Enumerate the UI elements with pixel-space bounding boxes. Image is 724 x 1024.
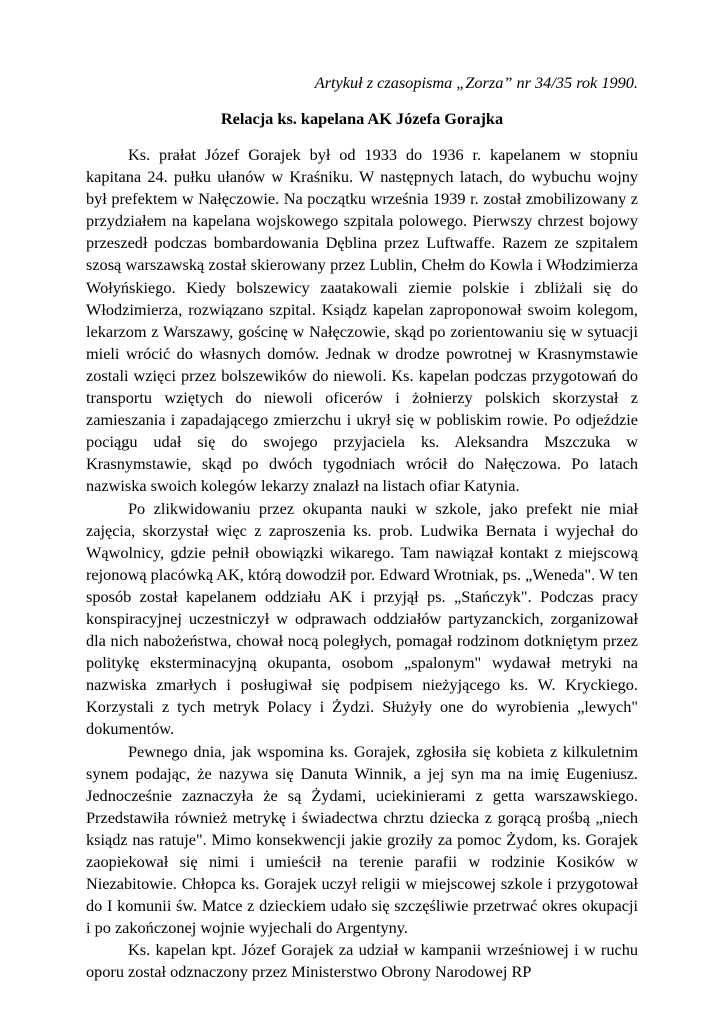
source-citation: Artykuł z czasopisma „Zorza” nr 34/35 rok 1990. (314, 73, 638, 92)
document-title: Relacja ks. kapelana AK Józefa Gorajka (220, 109, 504, 128)
paragraph-2: Po zlikwidowaniu przez okupanta nauki w szkole, jako prefekt nie miał zajęcia, skorzystał więc z zaproszenia ks. prob. Ludwika Bernata i wyjechał do Wąwolnicy, gdzie pełnił obowiązki wikarego. Tam nawiązał kontakt z miejscową rejonową placówką AK, którą dowodził por. Edward Wrotniak, ps. „Weneda". W ten sposób został kapelanem oddziału AK i przyjął ps. „Stańczyk". Podczas pracy konspiracyjnej uczestniczył w odprawach oddziałów partyzanckich, zorganizował dla nich nabożeństwa, chował nocą poległych, pomagał rodzinom dotkniętym przez politykę eksterminacyjną okupanta, osobom „spalonym" wydawał metryki na nazwiska zmarłych i posługiwał się podpisem nieżyjącego ks. W. Kryckiego. Korzystali z tych metryk Polacy i Żydzi. Służyły one do wyrobienia „lewych" dokumentów. (86, 498, 638, 739)
document-page (86, 72, 638, 984)
paragraph-1: Ks. prałat Józef Gorajek był od 1933 do 1936 r. kapelanem w stopniu kapitana 24. pułku ułanów w Kraśniku. W następnych latach, do wybuchu wojny był prefektem w Nałęczowie. Na początku września 1939 r. został zmobilizowany z przydziałem na kapelana wojskowego szpitala polowego. Pierwszy chrzest bojowy przeszedł podczas bombardowania Dęblina przez Luftwaffe. Razem ze szpitalem szosą warszawską został skierowany przez Lublin, Chełm do Kowla i Włodzimierza Wołyńskiego. Kiedy bolszewicy zaatakowali ziemie polskie i zbliżali się do Włodzimierza, rozwiązano szpital. Ksiądz kapelan zaproponował swoim kolegom, lekarzom z Warszawy, gościnę w Nałęczowie, skąd po zorientowaniu się w sytuacji mieli wrócić do własnych domów. Jednak w drodze powrotnej w Krasnymstawie zostali wzięci przez bolszewików do niewoli. Ks. kapelan podczas przygotowań do transportu wziętych do niewoli oficerów i żołnierzy polskich skorzystał z zamieszania i zapadającego zmierzchu i ukrył się w pobliskim rowie. Po odjeździe pociągu udał się do swojego przyjaciela ks. Aleksandra Mszczuka w Krasnymstawie, skąd po dwóch tygodniach wrócił do Nałęczowa. Po latach nazwiska swoich kolegów lekarzy znalazł na listach ofiar Katynia. (86, 145, 638, 496)
paragraph-4: Ks. kapelan kpt. Józef Gorajek za udział w kampanii wrześniowej i w ruchu oporu został odznaczony przez Ministerstwo Obrony Narodowej RP (86, 940, 638, 982)
paragraph-3: Pewnego dnia, jak wspomina ks. Gorajek, zgłosiła się kobieta z kilkuletnim synem podając, że nazywa się Danuta Winnik, a jej syn ma na imię Eugeniusz. Jednocześnie zaznaczyła że są Żydami, uciekinierami z getta warszawskiego. Przedstawiła również metrykę i świadectwa chrztu dziecka z gorącą prośbą „niech ksiądz nas ratuje". Mimo konsekwencji jakie groziły za pomoc Żydom, ks. Gorajek zaopiekował się nimi i umieścił na terenie parafii w rodzinie Kosików w Niezabitowie. Chłopca ks. Gorajek uczył religii w miejscowej szkole i przygotował do I komunii św. Matce z dzieckiem udało się szczęśliwie przetrwać okres okupacji i po zakończonej wojnie wyjechali do Argentyny. (86, 741, 638, 938)
